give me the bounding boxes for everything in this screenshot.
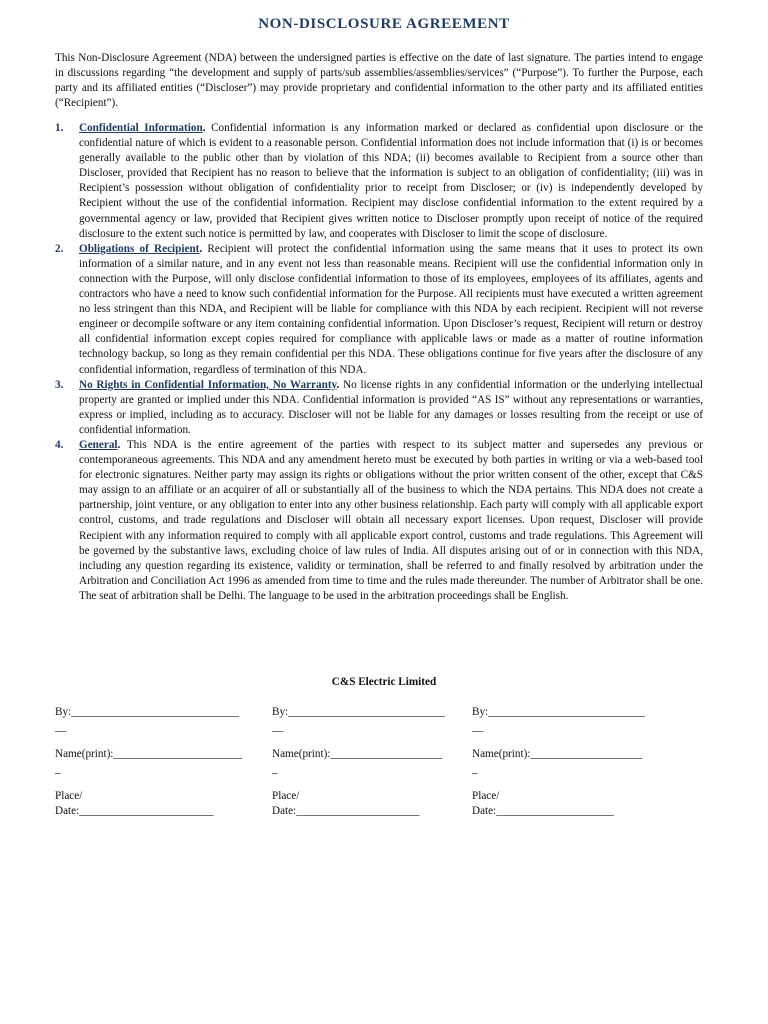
by-field[interactable] [55,705,260,747]
name-print-field[interactable] [55,747,260,789]
clause-text: This NDA is the entire agreement of the parties with respect to its subject matter and supersedes any previous or contemporaneous agreements. This NDA and any amendment hereto must be executed by both parties in writing or via a web-based tool for electronic signatures. Neither party may assign its rights or obligations without the prior written consent of the other, except that C&S may assign to an affiliate or an acquirer of all or substantially all of the business to which the NDA pertains. This NDA does not create a partnership, joint venture, or any obligation to enter into any other business relationship. Each party will comply with all applicable export control, customs, and trade regulations and Discloser will obtain all necessary export licenses. Upon request, Discloser will provide Recipient with any information required to comply with all applicable export control, customs and trade regulations. This Agreement will be governed by the substantive laws, excluding choice of law rules of India. All disputes arising out of or in connection with this NDA, including any question regarding its existence, validity or termination, shall be referred to and finally resolved by arbitration under the Arbitration and Conciliation Act 1996 as amended from time to time and the rules made thereunder. The number of Arbitrator shall be one. The seat of arbitration shall be Delhi. The language to be used in the arbitration proceedings shall be English. [79,438,703,602]
clause-heading: General [79,438,118,451]
intro-paragraph: This Non-Disclosure Agreement (NDA) between the undersigned parties is effective on the date of last signature. The parties intend to engage in discussions regarding “the development and supply of parts/sub assemblies/assemblies/services” (“Purpose”). To further the Purpose, each party and its affiliated entities (“Discloser”) may provide proprietary and confidential information to the other party and its affiliated entities (“Recipient”). [55,52,703,110]
name-line-continuation: _ [272,763,278,775]
place-date-field[interactable] [272,789,477,823]
clause-number: 4. [55,438,64,451]
date-line: Date:_____________________ [472,805,614,817]
by-line-continuation: __ [55,721,67,733]
by-field[interactable] [472,705,677,747]
clause-number: 1. [55,122,64,134]
clause-text: Recipient will protect the confidential information using the same means that it uses to protect its own information of a similar nature, and in any event not less than reasonable means. Recipient will use the confidential information only in connection with the Purpose, will only disclose confidential information to those of its employees, employees of its affiliates, agents and contractors who have a need to know such confidential information for the Purpose. All recipients must have executed a written agreement no less stringent than this NDA, and Recipient will be liable for compliance with this NDA by each recipient. Recipient will not reverse engineer or decompile software or any item containing confidential information. Upon Discloser’s request, Recipient will return or destroy all confidential information except copies required for compliance with applicable laws or made as a matter of routine information technology backup, so long as they remain confidential per this NDA. These obligations continue for five years after the disclosure of any confidential information, regardless of termination of this NDA. [79,242,704,376]
date-line: Date:________________________ [55,805,214,817]
by-line: By:____________________________ [472,706,645,718]
clause-number: 3. [55,378,64,391]
clause-obligations-of-recipient: 2. Obligations of Recipient. Recipient will protect the confidential information using the same means that it uses to protect its own information of a similar nature, and in any event not less than reasonable means. Recipient will use the confidential information only in connection with the Purpose, will only disclose confidential information to those of its employees, employees of its affiliates, agents and contractors who have a need to know such confidential information for the Purpose. All recipients must have executed a written agreement no less stringent than this NDA, and Recipient will be liable for compliance with this NDA by each recipient. Recipient will not reverse engineer or decompile software or any item containing confidential information. Upon Discloser’s request, Recipient will return or destroy all confidential information except copies required for compliance with applicable laws or made as a matter of routine information technology backup, so long as they remain confidential per this NDA. These obligations continue for five years after the disclosure of any confidential information, regardless of termination of this NDA. [55,242,704,376]
place-label: Place/ [55,790,83,802]
name-line-continuation: _ [55,763,61,775]
document-title: NON-DISCLOSURE AGREEMENT [258,16,510,32]
by-line: By:____________________________ [272,706,445,718]
by-field[interactable] [272,705,477,747]
clause-list [55,121,703,604]
clause-text: Confidential information is any information marked or declared as confidential upon disclosure or the confidential nature of which is evident to a reasonable person. Confidential information does not include information that (i) is or becomes generally available to the public other than by violation of this NDA; (ii) becomes available to Recipient from a source other than Discloser, provided that Recipient has no reason to believe that the information is subject to an obligation of confidentiality; (iii) was in Recipient’s possession without obligation of confidentiality prior to receipt from Discloser; or (iv) is independently developed by Recipient without the use of the confidential information. Recipient may disclose confidential information to the extent required by a governmental agency or law, provided that Recipient gives written notice to Discloser promptly upon receipt of notice of the required disclosure to the extent such notice is permitted by law, and cooperates with Discloser to limit the scope of disclosure. [79,122,704,240]
clause-number: 2. [55,242,64,255]
name-print-field[interactable] [472,747,677,789]
clause-general: 4. General. This NDA is the entire agreement of the parties with respect to its subject matter and supersedes any previous or contemporaneous agreements. This NDA and any amendment hereto must be executed by both parties in writing or via a web-based tool for electronic signatures. Neither party may assign its rights or obligations without the prior written consent of the other, except that C&S may assign to an affiliate or an acquirer of all or substantially all of the business to which the NDA pertains. This NDA does not create a partnership, joint venture, or any obligation to enter into any other business relationship. Each party will comply with all applicable export control, customs, and trade regulations and Discloser will obtain all necessary export licenses. Upon request, Discloser will provide Recipient with any information required to comply with all applicable export control, customs and trade regulations. This Agreement will be governed by the substantive laws, excluding choice of law rules of India. All disputes arising out of or in connection with this NDA, including any question regarding its existence, validity or termination, shall be referred to and finally resolved by arbitration under the Arbitration and Conciliation Act 1996 as amended from time to time and the rules made thereunder. The number of Arbitrator shall be one. The seat of arbitration shall be Delhi. The language to be used in the arbitration proceedings shall be English. [55,438,703,602]
place-label: Place/ [472,790,500,802]
company-name: C&S Electric Limited [331,676,437,688]
place-label: Place/ [272,790,300,802]
clause-no-rights: 3. No Rights in Confidential Information, No Warranty. No license rights in any confidential information or the underlying intellectual property are granted or implied under this NDA. Confidential information is provided “AS IS” without any representations or warranties, express or implied, including as to accuracy. Discloser will not be liable for any damages or losses resulting from the receipt or use of confidential information. [55,378,703,436]
signature-block-3 [472,705,677,823]
name-print-line: Name(print):_______________________ [55,748,243,760]
place-date-field[interactable] [55,789,260,823]
signature-block-2 [272,705,477,823]
by-line-continuation: __ [272,721,284,733]
name-line-continuation: _ [472,763,478,775]
name-print-line: Name(print):____________________ [472,748,643,760]
name-print-line: Name(print):____________________ [272,748,443,760]
by-line-continuation: __ [472,721,484,733]
date-line: Date:______________________ [272,805,420,817]
clause-heading: Obligations of Recipient [79,242,200,255]
name-print-field[interactable] [272,747,477,789]
clause-text: No license rights in any confidential information or the underlying intellectual property are granted or implied under this NDA. Confidential information is provided “AS IS” without any representations or warranties, express or implied, including as to accuracy. Discloser will not be liable for any damages or losses resulting from the receipt or use of confidential information. [79,378,703,436]
clause-heading: Confidential Information [79,122,203,134]
signature-block-1 [55,705,260,823]
clause-heading: No Rights in Confidential Information, No Warranty [79,378,337,391]
clause-confidential-information: 1. Confidential Information. Confidential information is any information marked or declared as confidential upon disclosure or the confidential nature of which is evident to a reasonable person. Confidential information does not include information that (i) is or becomes generally available to the public other than by violation of this NDA; (ii) becomes available to Recipient from a source other than Discloser, provided that Recipient has no reason to believe that the information is subject to an obligation of confidentiality; (iii) was in Recipient’s possession without obligation of confidentiality prior to receipt from Discloser; or (iv) is independently developed by Recipient without the use of the confidential information. Recipient may disclose confidential information to the extent required by a governmental agency or law, provided that Recipient gives written notice to Discloser promptly upon receipt of notice of the required disclosure to the extent such notice is permitted by law, and cooperates with Discloser to limit the scope of disclosure. [55,122,704,240]
place-date-field[interactable] [472,789,677,823]
by-line: By:______________________________ [55,706,239,718]
